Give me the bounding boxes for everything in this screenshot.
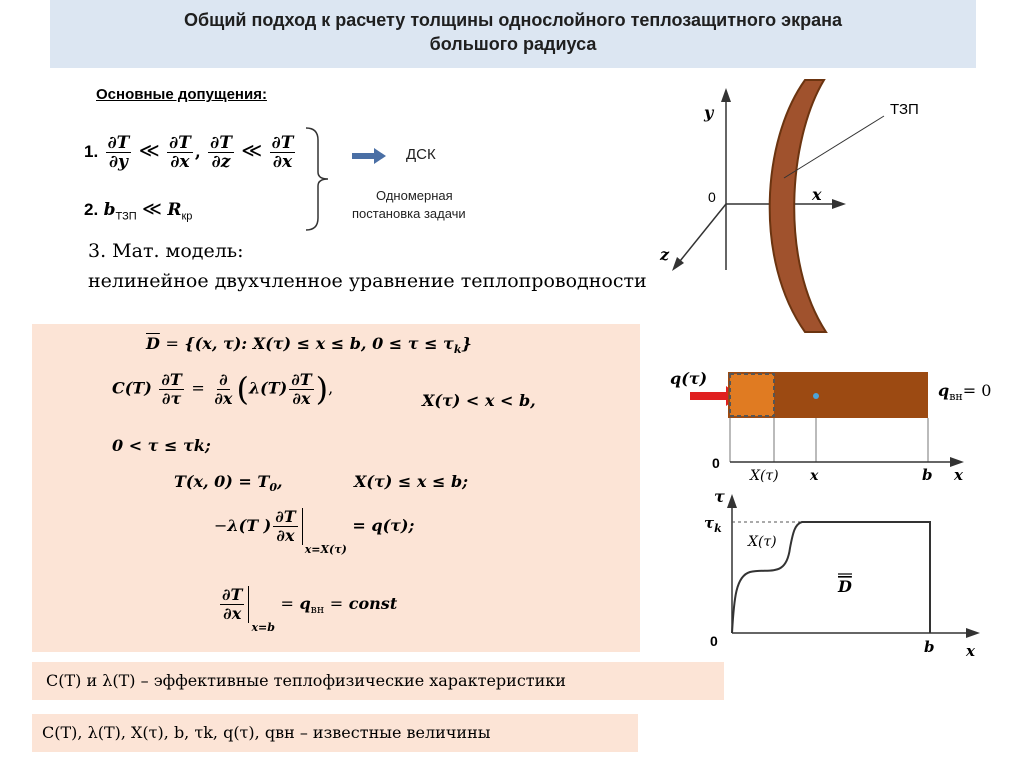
slide-title-line1: Общий подход к расчету толщины однослойного теплозащитного экрана — [184, 10, 842, 30]
ablated-front — [730, 374, 774, 416]
dT-dy-fraction: $\frac{\partial T}{\partial y}$ — [107, 133, 130, 172]
initial-condition: T(x, $0) = T_0$, — [174, 472, 283, 495]
dT-dx-fraction: $\frac{\partial T}{\partial x}$ — [169, 133, 191, 172]
bar-X-tick: X(τ) — [750, 468, 779, 484]
heat-equation-condition: X(τ) < x < b, — [422, 391, 536, 410]
known-quantities-text: C(T), λ(T), X(τ), b, τk, q(τ), qвн – известные величины — [42, 723, 491, 742]
right-bc-eval: x=b — [251, 621, 275, 635]
slide-title-line2: большого радиуса — [429, 34, 597, 54]
region-D-label: D — [838, 577, 852, 596]
assumption-1: 1. $\frac{\partial T}{\partial y}$ ≪ $\frac{\partial T}{\partial x}$ , $\frac{\partial T}{\partial z}$ ≪ $\frac{\partial T}{\partial x}$ — [84, 133, 294, 172]
heat-flux-arrow-icon — [690, 392, 726, 400]
dT-dz-fraction: $\frac{\partial T}{\partial z}$ — [210, 133, 232, 172]
bar-diagram — [650, 352, 1020, 487]
bar-x-axis-label: x — [954, 466, 963, 484]
effective-properties-text: C(T) и λ(T) – эффективные теплофизические характеристики — [46, 671, 566, 690]
math-model-description: нелинейное двухчленное уравнение теплопроводности — [88, 270, 647, 292]
probe-point — [813, 393, 819, 399]
z-axis-line — [676, 204, 726, 266]
tau-k-label: $\tau_k$ — [704, 514, 722, 535]
assumptions-heading: Основные допущения: — [96, 86, 267, 103]
shield-diagram — [650, 70, 1020, 340]
one-dimensional-note-line2: постановка задачи — [352, 206, 466, 221]
heat-equation: C(T) $\frac{\partial T}{\partial\tau}$ = $\frac{\partial}{\partial x}$ (λ(T) $\frac{\partial T}{\partial x}$ ), — [112, 369, 334, 408]
q-tau-label: q(τ) — [670, 369, 708, 388]
assumption-2: 2. $b_{ТЗП}$ ≪ $R_{кр}$ — [84, 198, 193, 223]
assumption-1-number: 1. — [84, 142, 99, 161]
assumptions-bracket — [300, 124, 336, 234]
right-boundary-condition: $\frac{\partial T}{\partial x}$ $_{x=b} = q_{вн}$ = const — [222, 585, 398, 635]
title-bar — [50, 0, 976, 68]
right-arrow-icon — [352, 148, 388, 164]
left-bc-eval: x=X(τ) — [304, 543, 347, 557]
much-less-symbol-2: ≪ — [241, 138, 263, 162]
bar-b-tick: b — [922, 466, 933, 484]
assumption-2-number: 2. — [84, 200, 99, 219]
bar-x-tick: x — [810, 468, 819, 484]
domain-b-tick: b — [924, 638, 935, 656]
known-quantities-note — [32, 714, 638, 752]
much-less-symbol: ≪ — [138, 138, 160, 162]
shield-origin-label: 0 — [708, 189, 716, 205]
shield-z-label: z — [660, 245, 670, 264]
domain-tau-label: τ — [714, 488, 725, 506]
one-dimensional-note-line1: Одномерная — [376, 188, 453, 203]
q-ext-label: $q_{вн}= 0$ — [938, 381, 992, 403]
shield-tzp-label: ТЗП — [890, 101, 919, 118]
bar-origin-label: 0 — [712, 455, 720, 471]
dT-dx-fraction-2: $\frac{\partial T}{\partial x}$ — [271, 133, 294, 172]
front-curve-label: X(τ) — [748, 534, 777, 550]
initial-condition-domain: X(τ) ≤ x ≤ b; — [354, 472, 469, 491]
left-boundary-condition: −λ(T ) $\frac{\partial T}{\partial x}$ $_{x=X(\tau)}$ = q(τ); — [214, 507, 415, 557]
domain-x-axis-label: x — [966, 642, 975, 660]
math-model-label: 3. Мат. модель: — [88, 240, 244, 262]
domain-definition: $\overline{D} = \{(x$, τ): X(τ) ≤ x ≤ b, $0 \le \tau \le \tau_k$} — [146, 334, 472, 357]
dsk-label: ДСК — [406, 146, 436, 163]
shield-y-label: y — [704, 103, 714, 122]
effective-properties-note — [32, 662, 724, 700]
heat-shield-shape — [770, 80, 826, 332]
domain-origin-label: 0 — [710, 633, 718, 649]
time-condition: 0 < τ ≤ τk; — [112, 436, 211, 455]
shield-x-label: x — [812, 185, 822, 204]
domain-diagram — [690, 488, 1020, 666]
